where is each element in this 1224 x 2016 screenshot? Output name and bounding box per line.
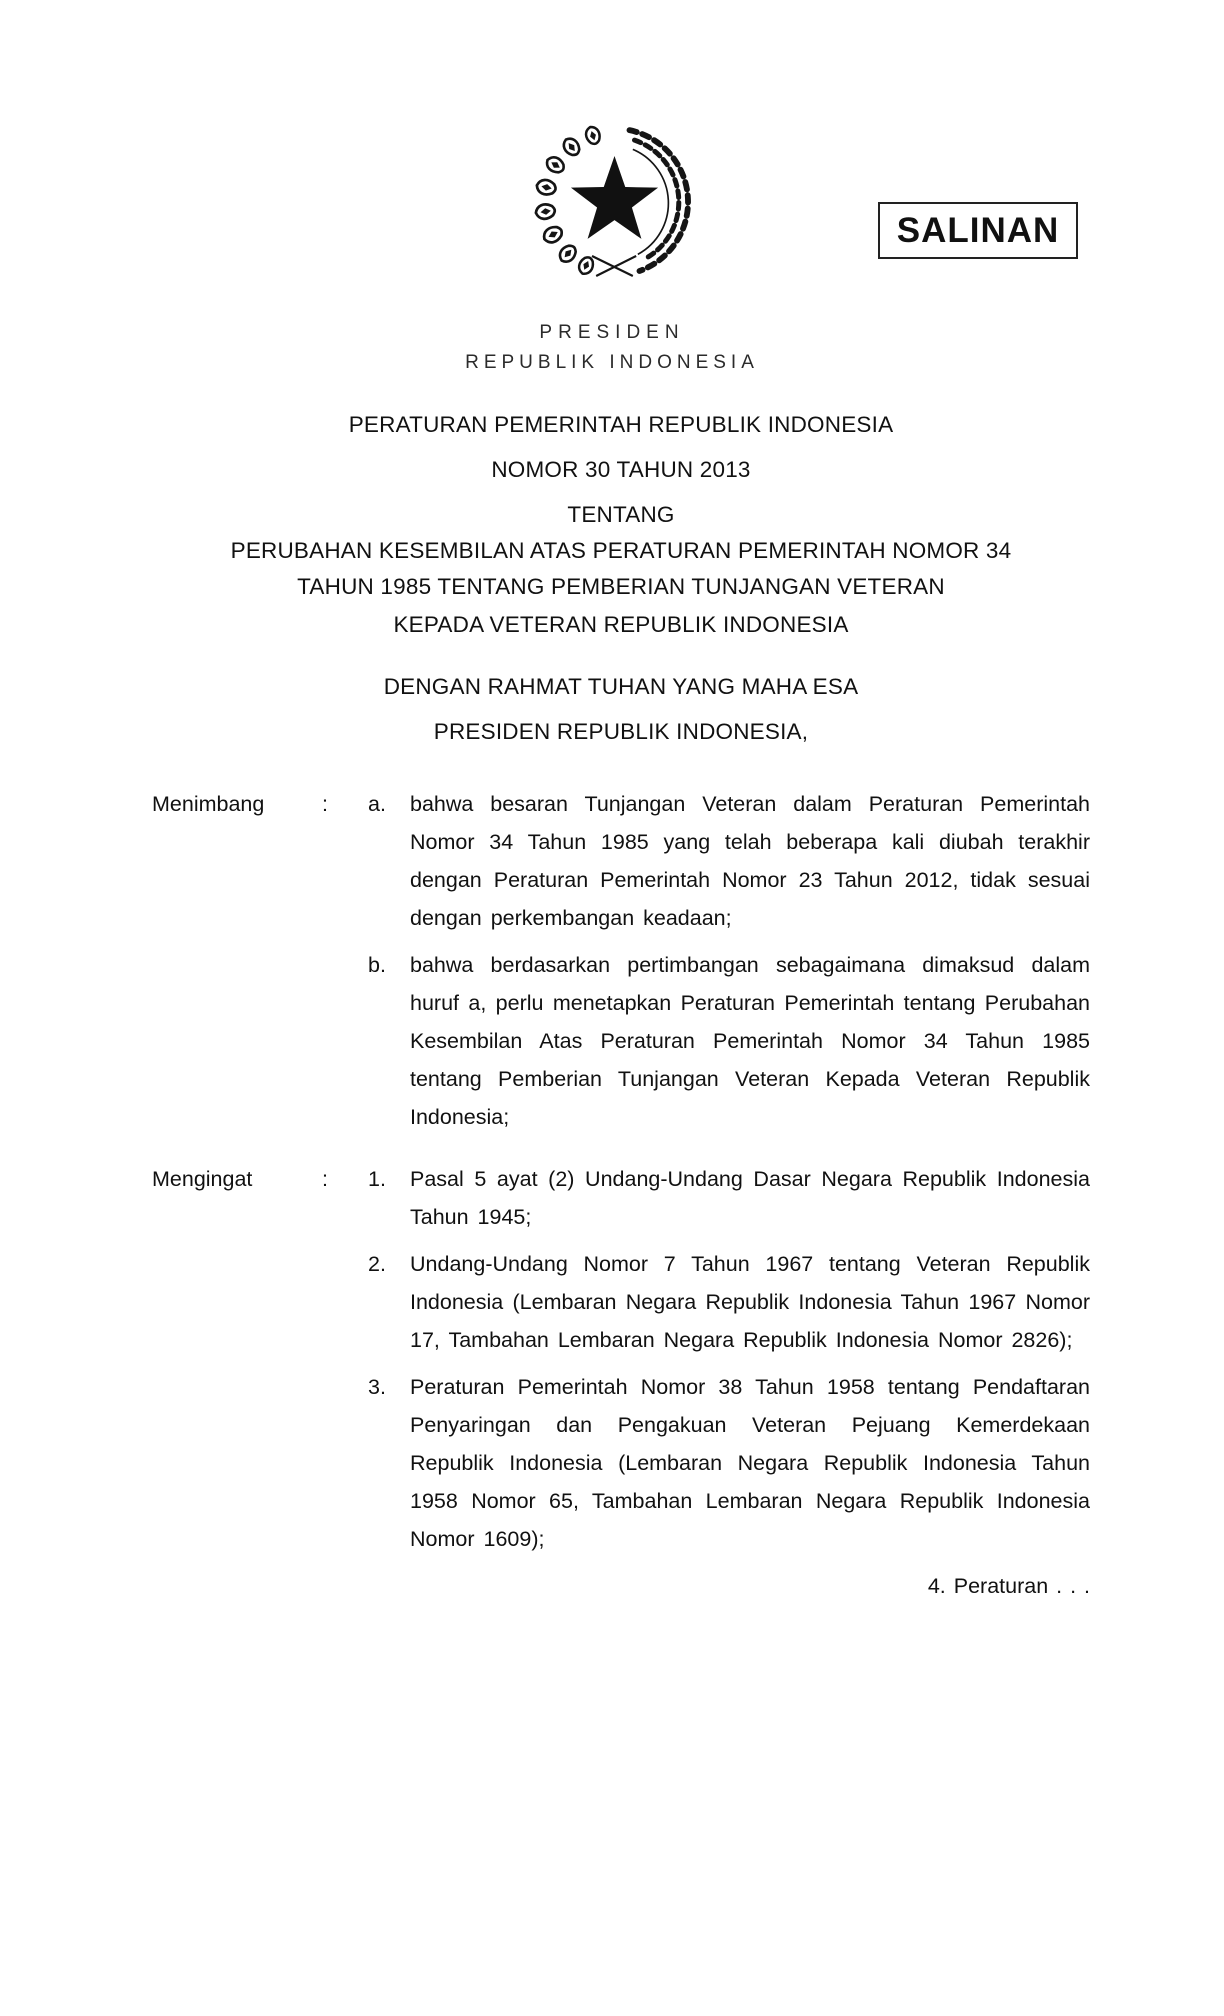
letterhead-line1: PRESIDEN [539,322,685,343]
page-catchword: 4. Peraturan . . . [927,1574,1090,1598]
list-item [368,946,1090,1136]
item-text: bahwa besaran Tunjangan Veteran dalam Peraturan Pemerintah Nomor 34 Tahun 1985 yang telah beberapa kali diubah terakhir dengan Peraturan Pemerintah Nomor 23 Tahun 2012, tidak sesuai dengan perkembangan keadaan; [410,792,1090,930]
item-marker: 2. [368,1252,386,1276]
title-line-4: PERUBAHAN KESEMBILAN ATAS PERATURAN PEMERINTAH NOMOR 34 [230,538,1012,563]
list-item [368,1245,1090,1359]
item-marker: a. [368,792,386,816]
item-text: Undang-Undang Nomor 7 Tahun 1967 tentang Veteran Republik Indonesia (Lembaran Negara Republik Indonesia Tahun 1967 Nomor 17, Tambahan Lembaran Negara Republik Indonesia Nomor 2826); [410,1252,1090,1352]
section-mengingat [152,1160,1090,1558]
item-marker: b. [368,953,386,977]
title-line-2: NOMOR 30 TAHUN 2013 [491,457,751,482]
section-colon: : [322,1167,328,1191]
item-text: Peraturan Pemerintah Nomor 38 Tahun 1958 tentang Pendaftaran Penyaringan dan Pengakuan Veteran Pejuang Kemerdekaan Republik Indonesia (Lembaran Negara Republik Indonesia Tahun 1958 Nomor 65, Tambahan Lembaran Negara Republik Indonesia Nomor 1609); [410,1375,1090,1551]
salinan-stamp-label: SALINAN [896,210,1060,250]
letterhead-line2: REPUBLIK INDONESIA [465,352,759,373]
section-label: Menimbang [152,792,265,816]
title-authority: PRESIDEN REPUBLIK INDONESIA, [433,719,809,744]
item-text: Pasal 5 ayat (2) Undang-Undang Dasar Negara Republik Indonesia Tahun 1945; [410,1167,1090,1229]
list-item [368,1368,1090,1558]
section-label: Mengingat [152,1167,253,1191]
list-item [368,785,1090,937]
title-invocation: DENGAN RAHMAT TUHAN YANG MAHA ESA [383,674,859,699]
title-line-5: TAHUN 1985 TENTANG PEMBERIAN TUNJANGAN VETERAN [297,574,945,599]
title-line-1: PERATURAN PEMERINTAH REPUBLIK INDONESIA [348,412,894,437]
title-line-6: KEPADA VETERAN REPUBLIK INDONESIA [393,612,849,637]
section-items [368,1160,1090,1558]
title-line-3: TENTANG [567,502,675,527]
section-items [368,785,1090,1136]
section-menimbang [152,785,1090,1136]
item-text: bahwa berdasarkan pertimbangan sebagaimana dimaksud dalam huruf a, perlu menetapkan Peraturan Pemerintah tentang Perubahan Kesembilan Atas Peraturan Pemerintah Nomor 34 Tahun 1985 tentang Pemberian Tunjangan Veteran Kepada Veteran Republik Indonesia; [410,953,1090,1129]
list-item [368,1160,1090,1236]
item-marker: 1. [368,1167,386,1191]
item-marker: 3. [368,1375,386,1399]
section-colon: : [322,792,328,816]
